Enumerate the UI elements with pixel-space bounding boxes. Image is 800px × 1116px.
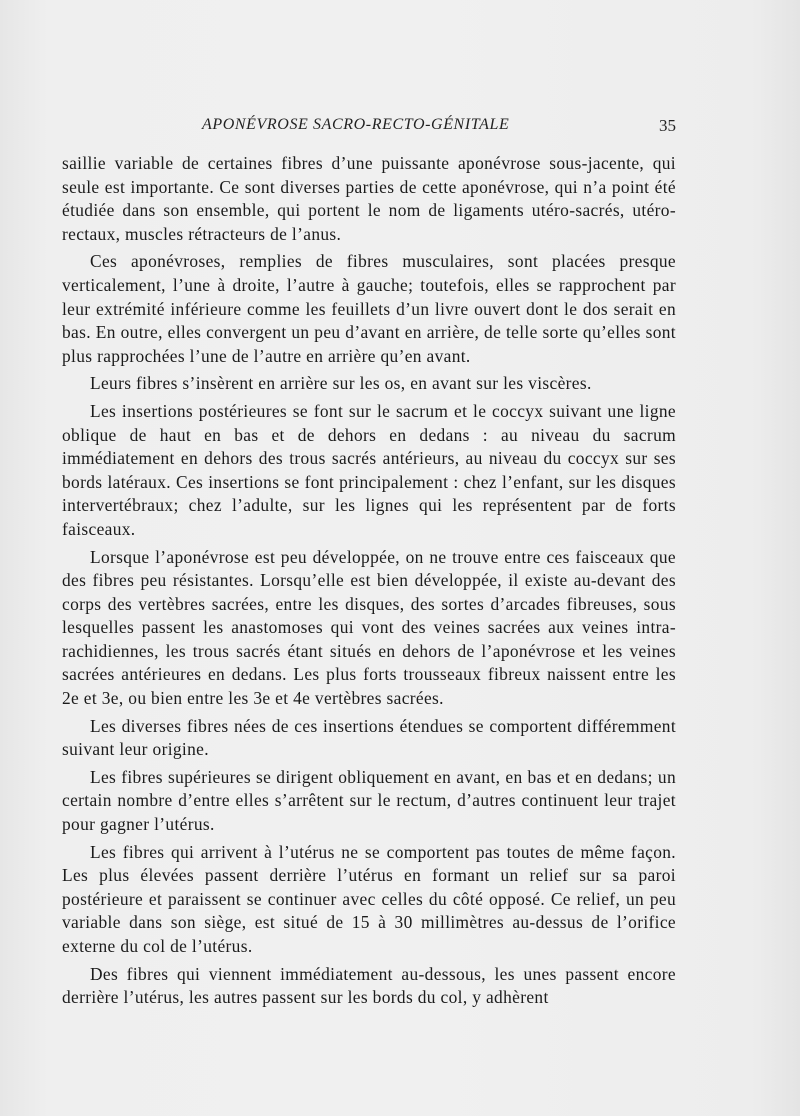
running-title: APONÉVROSE SACRO-RECTO-GÉNITALE: [202, 116, 510, 133]
paragraph: Les fibres supérieures se dirigent obliquement en avant, en bas et en dedans; un certain nombre d’entre elles s’arrêtent sur le rectum, d’autres continuent leur trajet pour gagner l’utérus.: [62, 766, 676, 835]
paragraph: Ces aponévroses, remplies de fibres musculaires, sont placées presque verticalement, l’une à droite, l’autre à gauche; toutefois, elles se rapprochent par leur extrémité inférieure comme les feuillets d’un livre ouvert dont le dos serait en bas. En outre, elles convergent un peu d’avant en arrière, de telle sorte qu’elles sont plus rapprochées l’une de l’autre en arrière qu’en avant.: [62, 251, 676, 366]
paragraph: Les diverses fibres nées de ces insertions étendues se comportent différemment suivant leur origine.: [62, 715, 676, 760]
paragraph: Les fibres qui arrivent à l’utérus ne se comportent pas toutes de même façon. Les plus élevées passent derrière l’utérus en formant un relief sur sa paroi postérieure et paraissent se continuer avec celles du côté opposé. Ce relief, un peu variable dans son siège, est situé de 15 à 30 millimètres au-dessus de l’orifice externe du col de l’utérus.: [62, 841, 676, 956]
body-text: [62, 152, 676, 1014]
page-number: 35: [659, 116, 676, 135]
paragraph: Leurs fibres s’insèrent en arrière sur les os, en avant sur les viscères.: [90, 373, 592, 394]
page-header: [62, 116, 676, 140]
paragraph: Lorsque l’aponévrose est peu développée, on ne trouve entre ces faisceaux que des fibres peu résistantes. Lorsqu’elle est bien développée, il existe au-devant des corps des vertèbres sacrées, entre les disques, des sortes d’arcades fibreuses, sous lesquelles passent les anastomoses qui vont des veines sacrées aux veines intra-rachidiennes, les trous sacrés étant situés en dehors de l’aponévrose et les veines sacrées antérieures en dedans. Les plus forts trousseaux fibreux naissent entre les 2e et 3e, ou bien entre les 3e et 4e vertèbres sacrées.: [62, 546, 676, 709]
paragraph: saillie variable de certaines fibres d’une puissante aponévrose sous-jacente, qui seule est importante. Ce sont diverses parties de cette aponévrose, qui n’a point été étudiée dans son ensemble, qui portent le nom de ligaments utéro-sacrés, utéro-rectaux, muscles rétracteurs de l’anus.: [62, 153, 676, 244]
paragraph: Les insertions postérieures se font sur le sacrum et le coccyx suivant une ligne oblique de haut en bas et de dehors en dedans : au niveau du sacrum immédiatement en dehors des trous sacrés antérieurs, au niveau du coccyx sur ses bords latéraux. Ces insertions se font principalement : chez l’enfant, sur les disques intervertébraux; chez l’adulte, sur les lignes qui les représentent par de forts faisceaux.: [62, 400, 676, 539]
paragraph: Des fibres qui viennent immédiatement au-dessous, les unes passent encore derrière l’utérus, les autres passent sur les bords du col, y adhèrent: [62, 963, 676, 1008]
